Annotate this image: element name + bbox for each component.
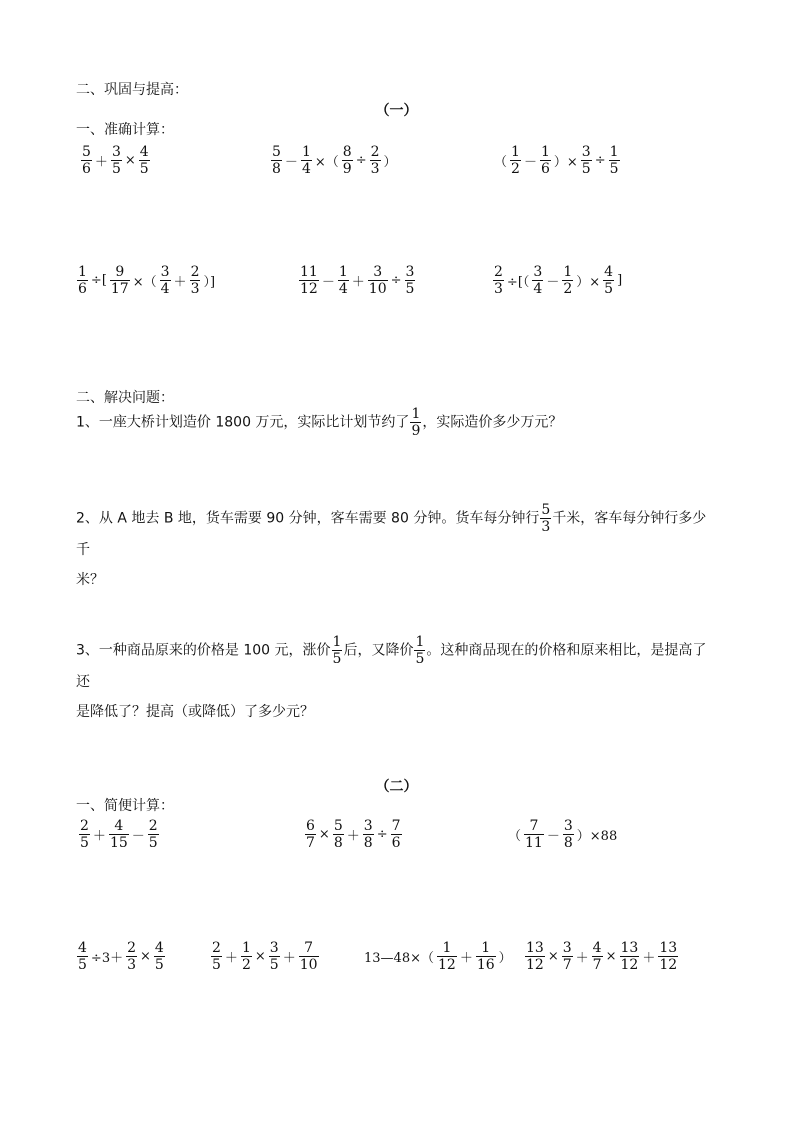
- numerator: 1: [241, 940, 251, 956]
- denominator: 4: [338, 281, 348, 297]
- numerator: 5: [272, 144, 281, 160]
- fraction: $\frac{5}{3}$: [541, 502, 551, 535]
- expression: [524, 940, 679, 973]
- fraction: [476, 940, 496, 973]
- denominator: 6: [82, 161, 91, 177]
- denominator: 3: [370, 161, 380, 177]
- numerator: 3: [562, 940, 572, 956]
- numerator: 13: [620, 940, 639, 956]
- fraction: [148, 818, 159, 851]
- expression: [506, 818, 619, 851]
- operator: ）]: [203, 275, 216, 290]
- denominator: 12: [526, 957, 544, 973]
- operator: ＋: [351, 275, 365, 290]
- problem-text: 千米，客车每分钟行多少千: [76, 510, 707, 558]
- numerator: 7: [304, 940, 314, 956]
- numerator: 3: [269, 940, 279, 956]
- denominator: 12: [620, 957, 639, 973]
- numerator: 9: [115, 264, 125, 280]
- denominator: 7: [592, 957, 602, 973]
- numerator: 3: [581, 144, 591, 160]
- fraction: [405, 264, 416, 297]
- fraction: [111, 144, 122, 177]
- fraction: [211, 940, 222, 973]
- fraction: [301, 144, 312, 177]
- accurate-calc-heading: 一、准确计算：: [76, 122, 174, 138]
- numerator: 3: [533, 264, 543, 280]
- fraction: [154, 940, 165, 973]
- section-title-2: （二）: [375, 779, 418, 795]
- operator: ÷3＋: [90, 951, 124, 966]
- denominator: 17: [110, 281, 129, 297]
- problem-text: ，实际造价多少万元？: [422, 414, 563, 431]
- denominator: 4: [160, 281, 170, 297]
- operator: －: [523, 155, 537, 170]
- operator: （: [508, 829, 522, 844]
- operator: ×（: [132, 275, 157, 290]
- operator: ＋: [224, 951, 238, 966]
- denominator: 12: [437, 957, 456, 973]
- operator: ）: [498, 951, 512, 966]
- denominator: 5: [405, 281, 415, 297]
- denominator: 11: [525, 835, 543, 851]
- fraction: [126, 940, 137, 973]
- expression: [298, 264, 416, 297]
- expression: [76, 940, 166, 973]
- word-problem-1: [76, 406, 716, 439]
- numerator: 1: [301, 144, 311, 160]
- problem-text: 2、从 A 地去 B 地，货车需要 90 分钟，客车需要 80 分钟。货车每分钟行: [76, 510, 540, 527]
- fraction: [79, 818, 90, 851]
- numerator: 4: [154, 940, 164, 956]
- operator: ＋: [94, 155, 108, 170]
- fraction: [305, 818, 316, 851]
- problem-text: 米？: [76, 572, 104, 588]
- denominator: 7: [562, 957, 572, 973]
- operator: －: [546, 275, 560, 290]
- expression: [304, 818, 403, 851]
- denominator: 3: [190, 281, 200, 297]
- word-problem-2: [76, 502, 716, 595]
- denominator: 5: [212, 957, 221, 973]
- fraction: [437, 940, 457, 973]
- expression: [76, 264, 217, 297]
- solve-problems-heading: 二、解决问题：: [76, 390, 174, 406]
- denominator: 5: [139, 161, 149, 177]
- fraction: [391, 818, 402, 851]
- fraction: [609, 144, 620, 177]
- fraction: [581, 144, 592, 177]
- denominator: 9: [342, 161, 352, 177]
- expression: [492, 144, 621, 177]
- fraction: [493, 264, 504, 297]
- fraction: [271, 144, 282, 177]
- fraction: [368, 264, 388, 297]
- numerator: 1: [481, 940, 491, 956]
- fraction: [562, 264, 573, 297]
- operator: ＋: [282, 951, 296, 966]
- fraction: [269, 940, 280, 973]
- numerator: 2: [370, 144, 380, 160]
- denominator: 3: [127, 957, 137, 973]
- denominator: 15: [109, 835, 128, 851]
- numerator: 2: [127, 940, 137, 956]
- denominator: 5: [609, 161, 619, 177]
- operator: ×: [605, 949, 617, 964]
- fraction: [139, 144, 150, 177]
- numerator: 2: [148, 818, 158, 834]
- numerator: 1: [511, 144, 520, 160]
- expression: [210, 940, 320, 973]
- fraction: [540, 144, 551, 177]
- operator: ）×88: [576, 829, 618, 844]
- denominator: 6: [391, 835, 401, 851]
- fraction: [620, 940, 640, 973]
- denominator: 4: [533, 281, 543, 297]
- denominator: 8: [333, 835, 343, 851]
- operator: ×（: [314, 155, 339, 170]
- numerator: 4: [114, 818, 124, 834]
- numerator: 2: [212, 940, 221, 956]
- expression: [80, 144, 151, 177]
- denominator: 10: [299, 957, 318, 973]
- fraction: [563, 818, 574, 851]
- fraction: [333, 818, 344, 851]
- denominator: 5: [154, 957, 164, 973]
- numerator: 6: [306, 818, 315, 834]
- fraction: [592, 940, 603, 973]
- numerator: 1: [338, 264, 348, 280]
- word-problem-3: [76, 634, 716, 727]
- denominator: 3: [494, 281, 503, 297]
- fraction: [524, 818, 544, 851]
- numerator: 1: [563, 264, 573, 280]
- denominator: 12: [659, 957, 678, 973]
- operator: ÷[（: [506, 275, 530, 290]
- problem-text: 1、一座大桥计划造价 1800 万元，实际比计划节约了: [76, 414, 410, 431]
- operator: ＋: [346, 829, 360, 844]
- denominator: 5: [148, 835, 158, 851]
- denominator: 5: [604, 281, 614, 297]
- fraction: [299, 940, 319, 973]
- denominator: 5: [269, 957, 279, 973]
- operator: 13—48×（: [364, 951, 434, 966]
- numerator: 1: [609, 144, 619, 160]
- numerator: 3: [160, 264, 170, 280]
- problem-text: 3、一种商品原来的价格是 100 元，涨价: [76, 642, 331, 659]
- fraction: [109, 818, 129, 851]
- denominator: 12: [300, 281, 318, 297]
- fraction: $\frac{1}{5}$: [415, 634, 425, 667]
- numerator: 3: [405, 264, 415, 280]
- denominator: 8: [272, 161, 281, 177]
- fraction: [562, 940, 573, 973]
- denominator: 8: [563, 835, 573, 851]
- fraction: [342, 144, 353, 177]
- denominator: 6: [540, 161, 550, 177]
- fraction: [338, 264, 349, 297]
- numerator: 3: [373, 264, 383, 280]
- denominator: 2: [563, 281, 573, 297]
- denominator: 6: [78, 281, 87, 297]
- denominator: 4: [301, 161, 311, 177]
- operator: ÷: [390, 273, 402, 288]
- denominator: 5: [581, 161, 591, 177]
- simple-calc-heading: 一、简便计算：: [76, 798, 174, 814]
- operator: ÷: [594, 153, 606, 168]
- operator: ×: [124, 153, 136, 168]
- numerator: 3: [363, 818, 373, 834]
- fraction: [81, 144, 92, 177]
- problem-text: 后，又降价: [343, 642, 414, 659]
- expression: [78, 818, 160, 851]
- fraction: [370, 144, 381, 177]
- denominator: 2: [241, 957, 251, 973]
- operator: ＋: [575, 951, 589, 966]
- fraction: [603, 264, 614, 297]
- operator: ×: [318, 827, 330, 842]
- denominator: 5: [80, 835, 89, 851]
- expression: [270, 144, 399, 177]
- fraction: [77, 264, 88, 297]
- numerator: 7: [529, 818, 539, 834]
- numerator: 11: [300, 264, 318, 280]
- numerator: 1: [540, 144, 550, 160]
- operator: ×: [254, 949, 266, 964]
- operator: －: [321, 275, 335, 290]
- operator: ×: [547, 949, 559, 964]
- denominator: 10: [368, 281, 387, 297]
- numerator: 13: [659, 940, 678, 956]
- numerator: 4: [604, 264, 614, 280]
- fraction: [190, 264, 201, 297]
- operator: ＋: [459, 951, 473, 966]
- expression: [492, 264, 624, 297]
- fraction: [510, 144, 521, 177]
- section-title-1: （一）: [375, 103, 418, 119]
- operator: ÷: [355, 153, 367, 168]
- numerator: 2: [494, 264, 503, 280]
- problem-text: 。这种商品现在的价格和原来相比，是提高了还: [76, 642, 707, 690]
- fraction: [658, 940, 678, 973]
- numerator: 1: [442, 940, 452, 956]
- fraction: [110, 264, 130, 297]
- numerator: 5: [333, 818, 343, 834]
- operator: （: [494, 155, 508, 170]
- expression: [362, 940, 514, 973]
- numerator: 13: [526, 940, 544, 956]
- operator: ÷[: [90, 273, 107, 288]
- fraction: $\frac{1}{9}$: [411, 406, 421, 439]
- fraction: [532, 264, 543, 297]
- fraction: [299, 264, 319, 297]
- denominator: 16: [476, 957, 495, 973]
- problem-text: 是降低了？提高（或降低）了多少元？: [76, 704, 314, 720]
- denominator: 2: [511, 161, 520, 177]
- operator: ）: [383, 155, 397, 170]
- denominator: 7: [306, 835, 315, 851]
- operator: －: [131, 829, 145, 844]
- numerator: 3: [111, 144, 121, 160]
- denominator: 5: [78, 957, 87, 973]
- denominator: 5: [111, 161, 121, 177]
- numerator: 5: [82, 144, 91, 160]
- operator: ]: [617, 273, 623, 288]
- operator: ×: [140, 949, 151, 964]
- numerator: 1: [78, 264, 87, 280]
- fraction: [160, 264, 171, 297]
- numerator: 4: [78, 940, 87, 956]
- operator: ÷: [376, 827, 388, 842]
- operator: ）×: [553, 155, 578, 170]
- fraction: $\frac{1}{5}$: [332, 634, 342, 667]
- operator: ＋: [92, 829, 106, 844]
- operator: ）×: [576, 275, 601, 290]
- fraction: [525, 940, 545, 973]
- numerator: 2: [80, 818, 89, 834]
- operator: ＋: [642, 951, 656, 966]
- numerator: 7: [391, 818, 401, 834]
- numerator: 8: [342, 144, 352, 160]
- operator: －: [546, 829, 560, 844]
- fraction: [241, 940, 252, 973]
- part-heading: 二、巩固与提高：: [76, 82, 188, 98]
- numerator: 4: [592, 940, 602, 956]
- fraction: [77, 940, 88, 973]
- numerator: 2: [190, 264, 200, 280]
- fraction: [363, 818, 374, 851]
- operator: －: [284, 155, 298, 170]
- denominator: 8: [363, 835, 373, 851]
- numerator: 3: [563, 818, 573, 834]
- numerator: 4: [139, 144, 149, 160]
- operator: ＋: [173, 275, 187, 290]
